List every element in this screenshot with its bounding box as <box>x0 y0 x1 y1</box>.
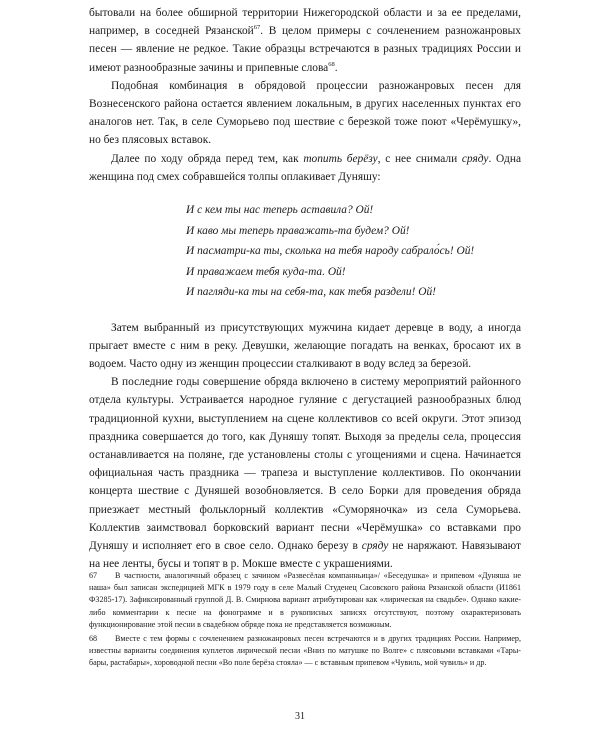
page-number: 31 <box>295 711 305 722</box>
footnote-number: 67 <box>89 571 98 580</box>
verse-line: И пагляди-ка ты на себя-та, как тебя раздели! Ой! <box>186 286 436 299</box>
footnote-number: 68 <box>89 634 98 644</box>
footnote-ref-68[interactable]: 68 <box>328 60 335 68</box>
footnote-67 <box>89 570 521 631</box>
paragraph-3: Далее по ходу обряда перед тем, как топить берёзу, с нее снимали сряду. Одна женщина под смех собравшейся толпы оплакивает Дуняшу: <box>89 152 521 183</box>
verse-line: И с кем ты нас теперь аставила? Ой! <box>186 204 374 217</box>
lament-verse <box>186 200 521 303</box>
paragraph-2: Подобная комбинация в обрядовой процессии разножанровых песен для Вознесенского района остается явлением локальным, в других населенных пунктах его аналогов нет. Так, в селе Суморьево под шествие с березкой тоже поют «Черёмушку», но без плясовых вставок. <box>89 79 521 147</box>
main-text <box>89 4 521 573</box>
paragraph-5: В последние годы совершение обряда включено в систему мероприятий районного отдела культуры. Устраивается народное гуляние с дегустацией разнообразных блюд традиционной кухни, выступлением на сцене коллективов со всей округи. Этот эпизод праздника совершается до того, как Дуняшу топят. Выходя за пределы села, процессия останавливается на поляне, где установлены столы с угощениями и сцена. Начинается официальная часть праздника — трапеза и выступление коллективов. По окончании концерта шествие с Дуняшей возобновляется. В село Борки для проведения обряда приезжает местный фольклорный коллектив «Суморяночка» из села Суморьева. Коллектив заимствовал борковский вариант песни «Черёмушка» со вставками про Дуняшу и исполняет его в свое село. Однако березу в сряду не наряжают. Навязывают на нее ленты, бусы и топят в р. Мокше вместе с украшениями. <box>89 376 521 571</box>
verse-line: И каво мы теперь праважать-та будем? Ой! <box>186 224 410 237</box>
footnote-text: Вместе с тем формы с сочленением разножанровых песен встречаются и в других традициях России. Например, известны варианты соединения куплетов лирической песни «Вниз по матушке по Волге» с плясовыми вставками «Тары-бары, растабары», хороводной песни «Во поле берёза стояла» — с вставным припевом «Чувиль, мой чувиль» и др. <box>89 634 521 668</box>
footnote-68 <box>89 633 521 670</box>
footnotes <box>89 570 521 672</box>
footnote-ref-67[interactable]: 67 <box>253 24 261 32</box>
paragraph-1: бытовали на более обширной территории Нижегородской области и за ее пределами, например, в соседней Рязанской$^{67}$. В целом примеры с сочленением разножанровых песен — явление не редкое. Такие образцы встречаются в разных традициях России и имеют разнообразные зачины и припевные слова$^{68}$. <box>89 7 521 74</box>
paragraph-4: Затем выбранный из присутствующих мужчина кидает деревце в воду, а иногда прыгает вместе с ним в реку. Девушки, желающие погадать на венках, бросают их в водоем. Часто одну из женщин процессии сталкивают в воду вслед за березой. <box>89 321 521 370</box>
verse-line: И праважаем тебя куда-та. Ой! <box>186 265 346 278</box>
verse-line: И пасматри-ка ты, сколька на тебя народу сабрало́сь! Ой! <box>186 245 475 258</box>
footnote-text: В частности, аналогичный образец с зачином «Развесёлая компанньица»/ «Беседушка» и припевом «Дуняша не наша» был записан экспедицией МГК в 1979 году в селе Малый Студенец Сасовского района Рязанской области (И1861 Ф3285-17). Зафиксированный группой Д. В. Смирнова вариант атрибутирован как «лирическая на свадьбе». Однако какие-либо комментарии к песне на фонограмме и в рукописных записях отсутствуют, поэтому охарактеризовать функционирование этой песни в свадебном обряде пока не представляется возможным. <box>89 571 521 629</box>
